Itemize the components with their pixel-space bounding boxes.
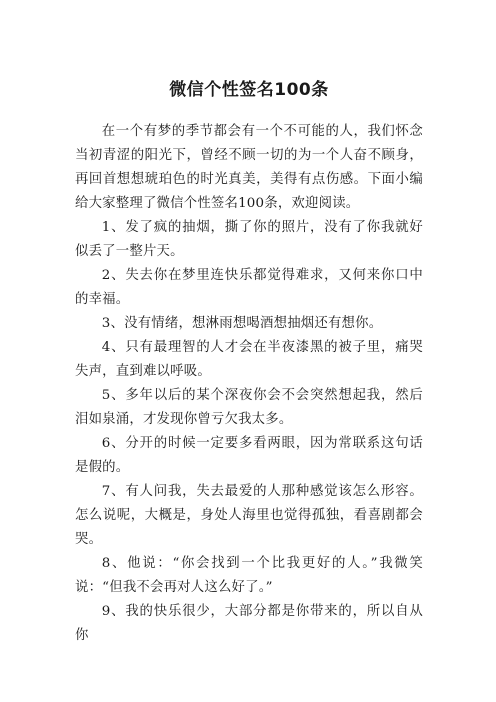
list-item: 6、分开的时候一定要多看两眼，因为常联系这句话是假的。 <box>75 436 423 475</box>
list-item: 4、只有最理智的人才会在半夜漆黑的被子里，痛哭失声，直到难以呼吸。 <box>75 340 423 379</box>
list-item: 9、我的快乐很少，大部分都是你带来的，所以自从你 <box>75 604 423 643</box>
document-body <box>75 120 423 648</box>
list-item: 2、失去你在梦里连快乐都觉得难求，又何来你口中的幸福。 <box>75 268 423 307</box>
list-item: 8、他说：“你会找到一个比我更好的人。”我微笑说：“但我不会再对人这么好了。” <box>75 556 423 595</box>
list-item: 7、有人问我，失去最爱的人那种感觉该怎么形容。怎么说呢，大概是，身处人海里也觉得孤独，看喜剧都会哭。 <box>75 484 423 547</box>
list-item: 3、没有情绪，想淋雨想喝酒想抽烟还有想你。 <box>101 316 383 331</box>
document-title: 微信个性签名100条 <box>169 80 329 100</box>
list-item: 1、发了疯的抽烟，撕了你的照片，没有了你我就好似丢了一整片天。 <box>75 220 423 259</box>
intro-paragraph: 在一个有梦的季节都会有一个不可能的人，我们怀念当初青涩的阳光下，曾经不顾一切的为一个人奋不顾身，再回首想想琥珀色的时光真美，美得有点伤感。下面小编给大家整理了微信个性签名100条，欢迎阅读。 <box>75 124 423 211</box>
list-item: 5、多年以后的某个深夜你会不会突然想起我，然后泪如泉涌，才发现你曾亏欠我太多。 <box>75 388 423 427</box>
